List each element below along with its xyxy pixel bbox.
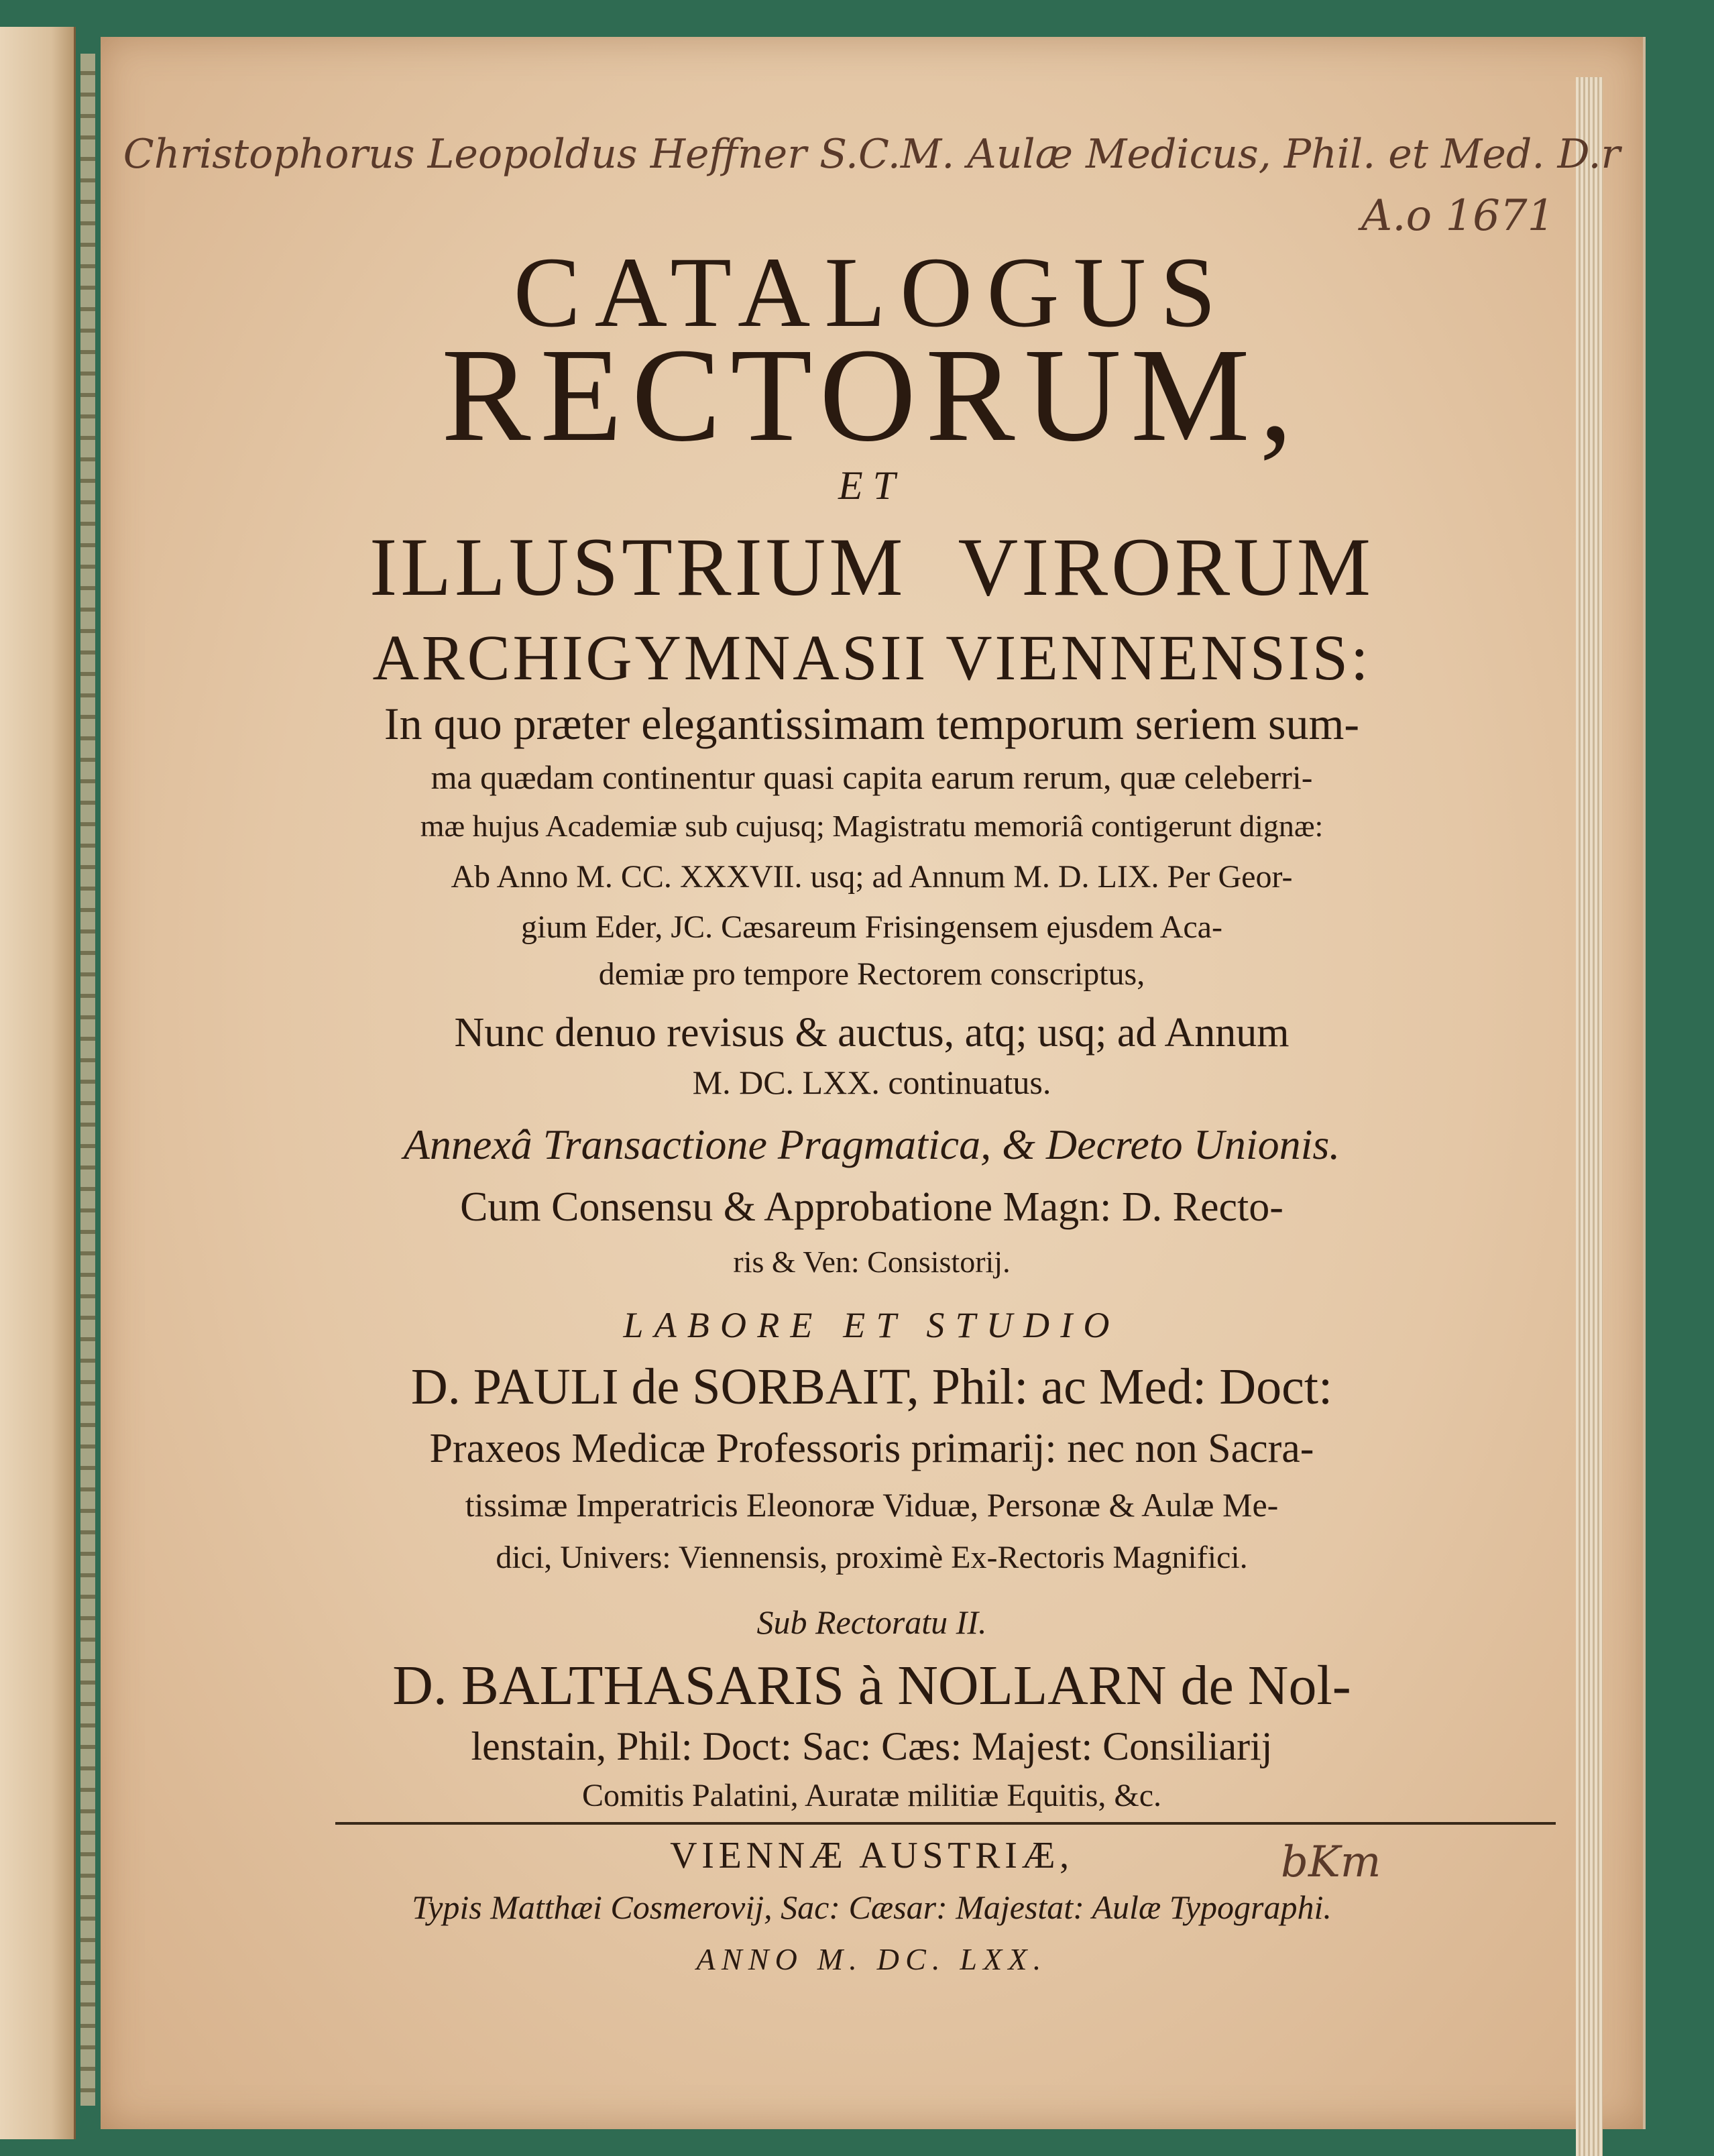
imprint-printer: Typis Matthæi Cosmerovij, Sac: Cæsar: Majestat: Aulæ Typographi. [412,1888,1332,1926]
description-line-1: In quo præter elegantissimam temporum seriem sum- [384,698,1360,749]
annex-line: Annexâ Transactione Pragmatica, & Decreto Unionis. [403,1121,1340,1168]
title-rectorum: RECTORUM, [441,321,1302,469]
divider-rule [335,1822,1556,1825]
year-inscription: A.o 1671 [1361,191,1555,241]
facing-page-edge [0,27,76,2139]
title-illustrium: ILLUSTRIUM VIRORUM [369,521,1374,613]
description-line-2: ma quædam continentur quasi capita earum rerum, quæ celeberri- [431,758,1313,796]
title-catalogus: CATALOGUS [513,237,1231,348]
revision-line-1: Nunc denuo revisus & auctus, atq; usq; ad Annum [454,1010,1290,1056]
description-line-5: gium Eder, JC. Cæsareum Frisingensem ejusdem Aca- [521,909,1222,945]
author-line-2: Praxeos Medicæ Professoris primarij: nec non Sacra- [429,1426,1314,1471]
description-line-3: mæ hujus Academiæ sub cujusq; Magistratu memoriâ contigerunt dignæ: [420,809,1324,843]
labore-line: LABORE ET STUDIO [623,1305,1121,1345]
imprint-year: ANNO M. DC. LXX. [696,1942,1047,1976]
shelfmark-inscription: bKm [1281,1837,1381,1887]
consent-line-1: Cum Consensu & Approbatione Magn: D. Recto- [460,1184,1283,1230]
consent-line-2: ris & Ven: Consistorij. [733,1245,1011,1279]
description-line-4: Ab Anno M. CC. XXXVII. usq; ad Annum M. D. LIX. Per Geor- [451,859,1293,895]
title-page [101,37,1646,2129]
rector-name: D. BALTHASARIS à NOLLARN de Nol- [392,1654,1351,1717]
revision-line-2: M. DC. LXX. continuatus. [692,1064,1051,1101]
sub-rectoratu: Sub Rectoratu II. [756,1603,987,1641]
imprint-place: VIENNÆ AUSTRIÆ, [670,1835,1074,1876]
rector-line-3: Comitis Palatini, Auratæ militiæ Equitis, &c. [581,1778,1162,1813]
author-name: D. PAULI de SORBAIT, Phil: ac Med: Doct: [410,1359,1333,1415]
description-line-6: demiæ pro tempore Rectorem conscriptus, [598,956,1145,992]
owner-inscription: Christophorus Leopoldus Heffner S.C.M. Aulæ Medicus, Phil. et Med. D.r [123,131,1621,178]
author-line-4: dici, Univers: Viennensis, proximè Ex-Rectoris Magnifici. [496,1540,1248,1575]
title-archigymnasii: ARCHIGYMNASII VIENNENSIS: [372,622,1371,693]
binding-stitches [80,54,95,2106]
title-et: ET [838,463,906,508]
rector-line-2: lenstain, Phil: Doct: Sac: Cæs: Majest: Consiliarij [471,1724,1273,1768]
author-line-3: tissimæ Imperatricis Eleonoræ Viduæ, Personæ & Aulæ Me- [465,1486,1279,1524]
